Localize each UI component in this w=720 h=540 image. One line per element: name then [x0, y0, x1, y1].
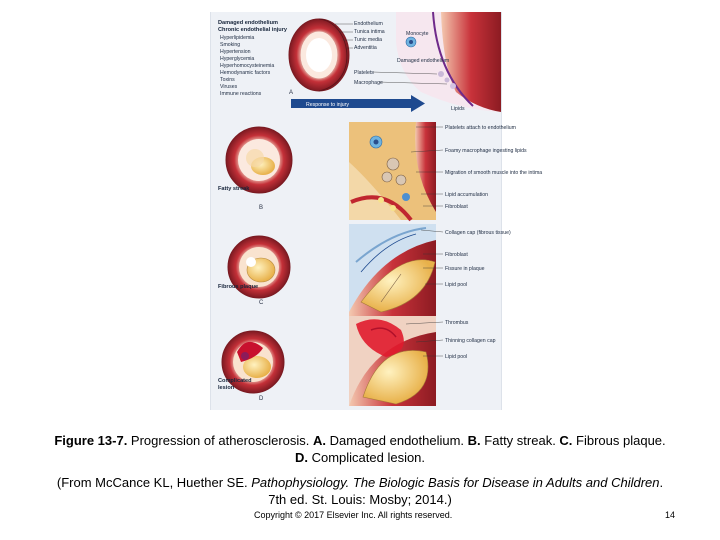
figure-caption: [20, 432, 700, 466]
label-adventitia: Adventitia: [354, 45, 377, 51]
label-fissure-in-plaque: Fissure in plaque: [445, 266, 485, 272]
risk-factor-item: Immune reactions: [220, 91, 262, 97]
panel-d: [218, 316, 496, 406]
stage-title-complicated-2: lesion: [218, 385, 235, 391]
label-thrombus: Thrombus: [445, 320, 469, 326]
magnified-wall-c: [349, 224, 436, 316]
label-collagen-cap: Collagen cap (fibrous tissue): [445, 230, 511, 236]
risk-factor-item: Hyperhomocysteinemia: [220, 63, 275, 69]
caption-d-label: D.: [294, 450, 308, 465]
risk-factor-list: [220, 35, 274, 97]
label-fibroblast-c: Fibroblast: [445, 252, 468, 258]
magnified-wall-b: [349, 122, 436, 220]
copyright-notice: Copyright © 2017 Elsevier Inc. All rights reserved.: [254, 510, 453, 520]
caption-a-text: Damaged endothelium.: [326, 433, 468, 448]
response-to-injury-arrow: [291, 95, 425, 112]
stage-title-complicated-1: Complicated: [218, 378, 252, 384]
label-lipid-accumulation: Lipid accumulation: [445, 192, 488, 198]
caption-c-text: Fibrous plaque.: [572, 433, 666, 448]
label-tunic-media: Tunic media: [354, 37, 383, 43]
panel-b: [218, 122, 542, 220]
label-lipid-pool-c: Lipid pool: [445, 282, 468, 288]
atherosclerosis-figure: [210, 12, 543, 410]
panel-c: [218, 224, 511, 316]
citation-book-title: Pathophysiology. The Biologic Basis for Disease in Adults and Children: [251, 475, 660, 490]
caption-d-text: Complicated lesion.: [307, 450, 426, 465]
risk-factor-item: Hemodynamic factors: [220, 70, 271, 76]
risk-factor-item: Hyperlipidemia: [220, 35, 255, 41]
stage-title-fibrous-plaque: Fibrous plaque: [218, 284, 259, 290]
risk-factor-item: Hypertension: [220, 49, 251, 55]
label-tunica-intima: Tunica intima: [354, 29, 385, 35]
magnified-wall-d: [349, 316, 436, 406]
label-thinning-collagen-cap: Thinning collagen cap: [445, 338, 496, 344]
label-lipid-pool-d: Lipid pool: [445, 354, 468, 360]
label-endothelium: Endothelium: [354, 21, 383, 27]
page-number: 14: [665, 510, 676, 520]
panel-c-letter: C: [259, 300, 264, 306]
panel-a-title-2: Chronic endothelial injury: [218, 27, 287, 33]
label-smooth-muscle-migration: Migration of smooth muscle into the intima: [445, 170, 543, 176]
label-macrophage: Macrophage: [354, 80, 383, 86]
label-platelets: Platelets: [354, 70, 374, 76]
citation: [20, 474, 700, 508]
risk-factor-item: Smoking: [220, 42, 241, 48]
caption-intro: Progression of atherosclerosis.: [127, 433, 314, 448]
caption-c-label: C.: [559, 433, 573, 448]
panel-a: [218, 12, 501, 112]
panel-d-letter: D: [259, 396, 264, 402]
label-fibroblast-b: Fibroblast: [445, 204, 468, 210]
label-damaged-endothelium: Damaged endothelium: [397, 58, 450, 64]
label-foamy-macrophage: Foamy macrophage ingesting lipids: [445, 148, 527, 154]
panel-a-title-1: Damaged endothelium: [218, 20, 278, 26]
artery-cross-section-b: [226, 127, 292, 193]
caption-b-label: B.: [467, 433, 481, 448]
risk-factor-item: Toxins: [220, 77, 235, 83]
panel-a-letter: A: [289, 90, 294, 96]
risk-factor-item: Viruses: [220, 84, 238, 90]
citation-prefix: (From McCance KL, Huether SE.: [56, 475, 252, 490]
caption-b-text: Fatty streak.: [480, 433, 560, 448]
panel-b-letter: B: [259, 205, 264, 211]
foam-cell: [387, 158, 399, 170]
stage-title-fatty-streak: Fatty streak: [218, 186, 250, 192]
citation-suffix: .: [659, 475, 664, 490]
caption-a-label: A.: [313, 433, 327, 448]
platelet-cell: [438, 71, 444, 77]
label-monocyte: Monocyte: [406, 31, 429, 37]
figure-svg: [211, 12, 543, 410]
risk-factor-item: Hyperglycemia: [220, 56, 255, 62]
citation-line2: 7th ed. St. Louis: Mosby; 2014.): [268, 492, 452, 507]
label-platelets-attach: Platelets attach to endothelium: [445, 125, 516, 131]
artery-cross-section-a: [289, 19, 349, 91]
response-to-injury-label: Response to injury: [306, 102, 349, 108]
label-lipids: Lipids: [451, 106, 465, 112]
caption-figure-label: Figure 13-7.: [54, 433, 128, 448]
